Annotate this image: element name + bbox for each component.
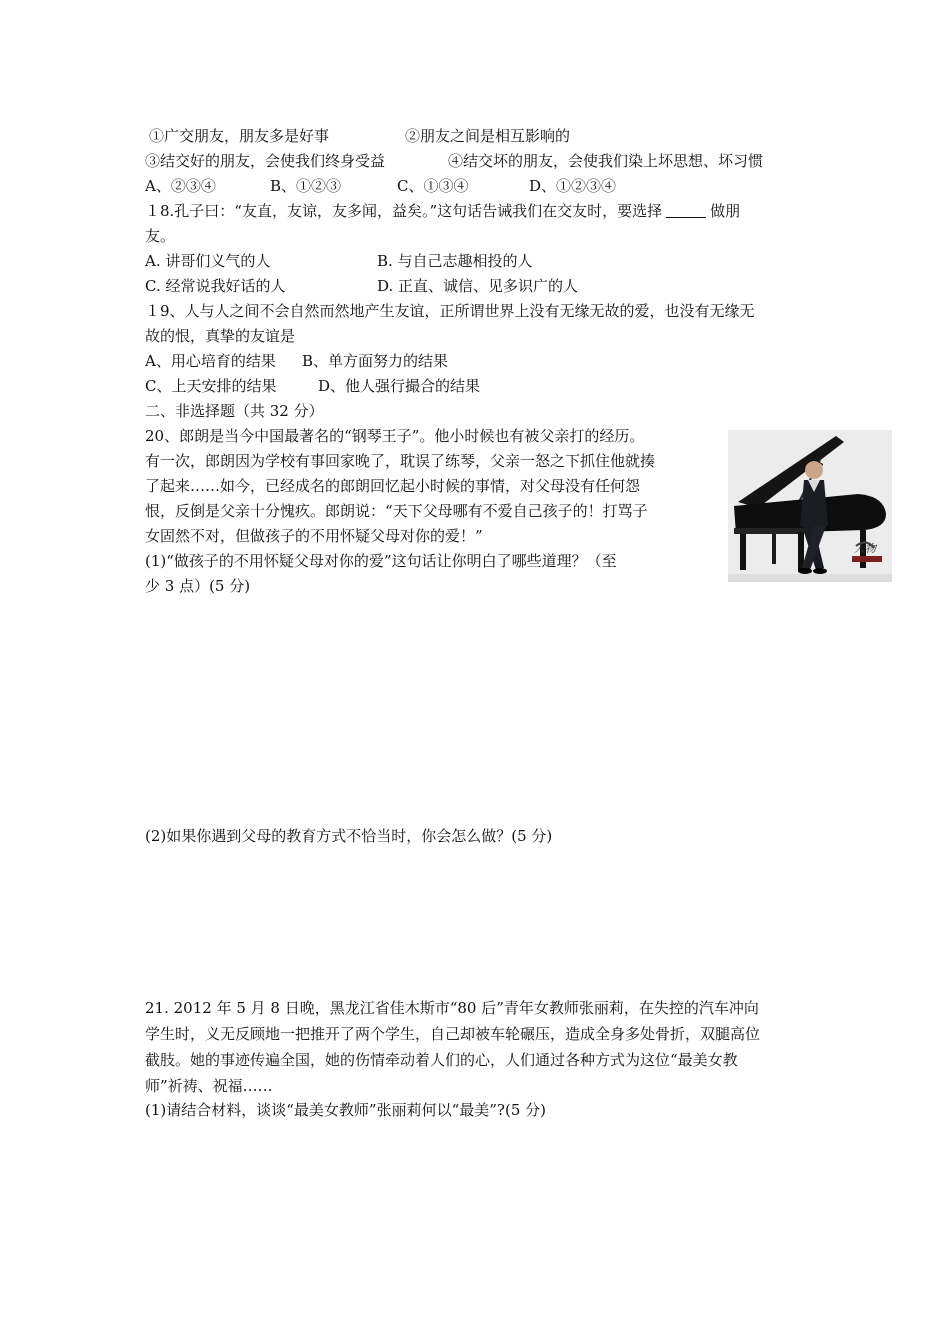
q18-option-d: D. 正直、诚信、见多识广的人 bbox=[377, 277, 579, 295]
q20-passage-line: 20、郎朗是当今中国最著名的“钢琴王子”。他小时候也有被父亲打的经历。 bbox=[145, 427, 645, 445]
q19-stem-line-1: １9、人与人之间不会自然而然地产生友谊，正所谓世界上没有无缘无故的爱，也没有无缘无 bbox=[145, 302, 755, 320]
q17-statement-4: ④结交坏的朋友，会使我们染上坏思想、坏习惯 bbox=[448, 152, 764, 170]
q19-option-b: B、单方面努力的结果 bbox=[302, 352, 449, 370]
q21-passage-line: 师”祈祷、祝福…… bbox=[145, 1077, 273, 1095]
q17-option-c: C、①③④ bbox=[397, 177, 469, 195]
q20-subquestion-1-line-1: (1)“做孩子的不用怀疑父母对你的爱”这句话让你明白了哪些道理？（至 bbox=[145, 552, 617, 570]
q18-stem-text-end: 做朋 bbox=[710, 202, 741, 220]
q18-option-c: C. 经常说我好话的人 bbox=[145, 277, 286, 295]
q18-option-b: B. 与自己志趣相投的人 bbox=[377, 252, 533, 270]
q20-passage-line: 恨，反倒是父亲十分愧疚。郎朗说：“天下父母哪有不爱自己孩子的！打骂子 bbox=[145, 502, 648, 520]
q17-option-d: D、①②③④ bbox=[529, 177, 617, 195]
q18-stem-line-2: 友。 bbox=[145, 227, 176, 245]
q20-subquestion-2: (2)如果你遇到父母的教育方式不恰当时，你会怎么做？(5 分) bbox=[145, 827, 553, 845]
q18-stem-line-1 bbox=[145, 201, 740, 221]
section-2-heading: 二、非选择题（共 32 分） bbox=[145, 402, 324, 420]
q21-passage-line: 学生时，义无反顾地一把推开了两个学生，自己却被车轮碾压，造成全身多处骨折，双腿高位 bbox=[145, 1025, 761, 1043]
q17-statement-2: ②朋友之间是相互影响的 bbox=[405, 127, 571, 145]
pianist-with-piano-illustration bbox=[728, 430, 892, 582]
q17-option-a: A、②③④ bbox=[145, 177, 216, 195]
q21-subquestion-1: (1)请结合材料，谈谈“最美女教师”张丽莉何以“最美”?(5 分) bbox=[145, 1101, 546, 1119]
q18-stem-text: １8.孔子曰：“友直，友谅，友多闻，益矣。”这句话告诫我们在交友时，要选择 bbox=[145, 202, 663, 220]
q17-option-b: B、①②③ bbox=[270, 177, 342, 195]
q21-passage-line: 截肢。她的事迹传遍全国，她的伤情牵动着人们的心，人们通过各种方式为这位“最美女教 bbox=[145, 1051, 738, 1069]
q19-option-c: C、上天安排的结果 bbox=[145, 377, 277, 395]
q21-passage-line: 21. 2012 年 5 月 8 日晚，黑龙江省佳木斯市“80 后”青年女教师张丽莉，在失控的汽车冲向 bbox=[145, 999, 759, 1017]
q19-option-a: A、用心培育的结果 bbox=[145, 352, 276, 370]
q20-passage-line: 女固然不对，但做孩子的不用怀疑父母对你的爱！” bbox=[145, 527, 483, 545]
q17-statement-1: ①广交朋友，朋友多是好事 bbox=[149, 127, 330, 145]
q20-subquestion-1-line-2: 少 3 点）(5 分) bbox=[145, 577, 251, 595]
q20-passage-line: 有一次，郎朗因为学校有事回家晚了，耽误了练琴，父亲一怒之下抓住他就揍 bbox=[145, 452, 656, 470]
q19-stem-line-2: 故的恨，真挚的友谊是 bbox=[145, 327, 296, 345]
q18-option-a: A. 讲哥们义气的人 bbox=[145, 252, 271, 270]
q18-answer-blank[interactable] bbox=[666, 203, 706, 218]
q17-statement-3: ③结交好的朋友，会使我们终身受益 bbox=[145, 152, 386, 170]
pianist-photo bbox=[728, 430, 892, 582]
q20-passage-line: 了起来……如今，已经成名的郎朗回忆起小时候的事情，对父母没有任何怨 bbox=[145, 477, 641, 495]
photo-watermark-caption: 人物 bbox=[854, 542, 876, 555]
q19-option-d: D、他人强行撮合的结果 bbox=[318, 377, 481, 395]
